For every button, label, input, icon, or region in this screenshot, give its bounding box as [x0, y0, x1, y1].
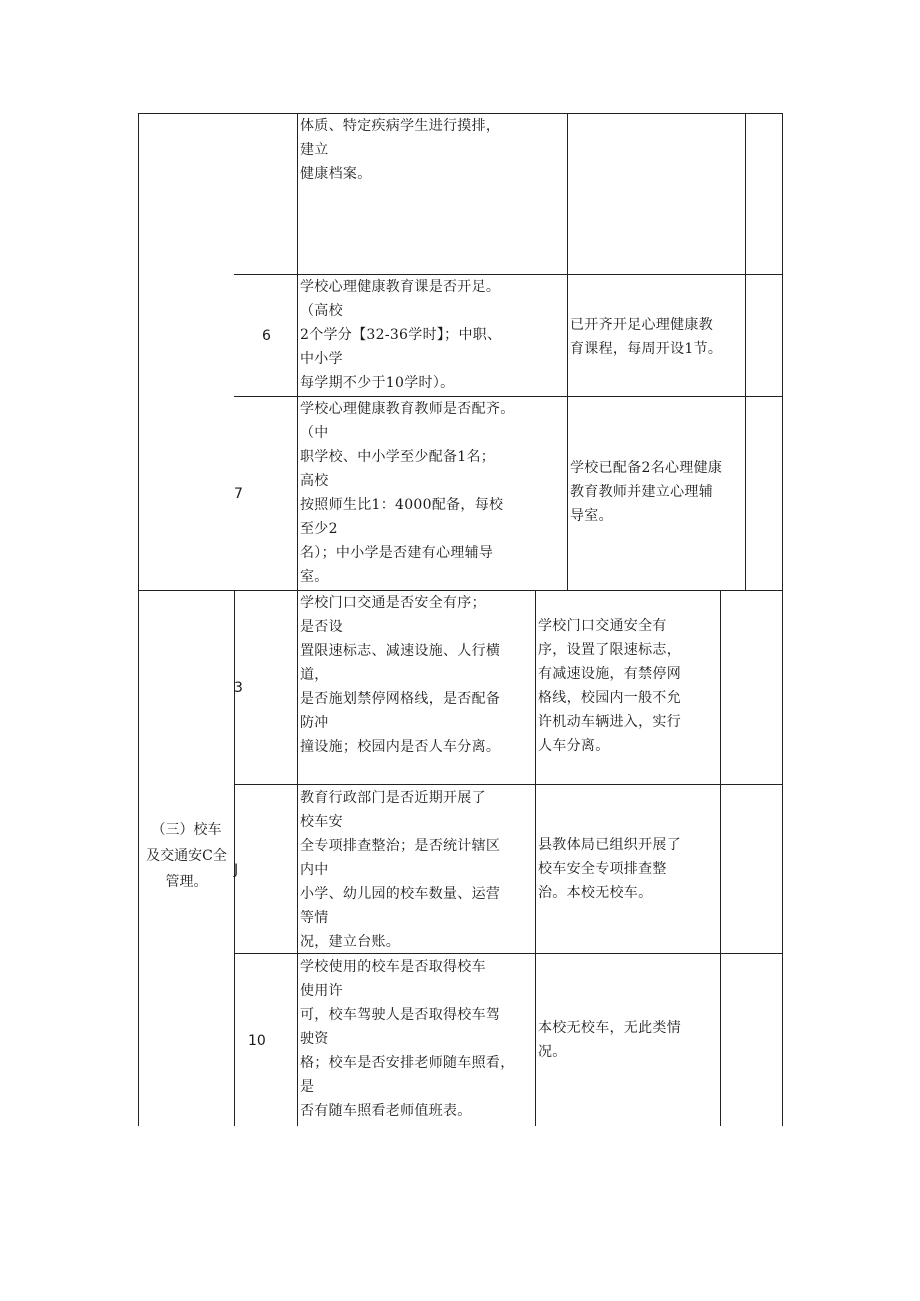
row-number: 6 [262, 328, 271, 344]
row-number: 3 [234, 680, 243, 696]
text-line: （高校 [300, 303, 343, 319]
grid-line [297, 113, 298, 590]
text-line: 治。本校无校车。 [538, 885, 653, 901]
text-line: 学校使用的校车是否取得校车 [300, 959, 486, 975]
table-border-left [138, 113, 139, 1126]
text-line: 学校已配备2名心理健康 [570, 460, 723, 476]
text-line: 教育教师并建立心理辅 [570, 484, 713, 500]
table-border-right [782, 113, 783, 1126]
text-line: 可，校车驾驶人是否取得校车驾 [300, 1007, 501, 1023]
row-number: 7 [234, 486, 243, 502]
check-result-text [538, 1016, 681, 1064]
text-line: 有减速设施，有禁停网 [538, 666, 681, 682]
text-line: 体质、特定疾病学生进行摸排， [300, 118, 501, 134]
text-line: 是 [300, 1079, 315, 1095]
text-line: 育课程，每周开设1节。 [570, 341, 723, 357]
text-line: 已开齐开足心理健康教 [570, 317, 713, 333]
text-line: 序，设置了限速标志， [538, 642, 681, 658]
row-number: 10 [248, 1033, 266, 1049]
text-line: 道， [300, 667, 329, 683]
text-line: 置限速标志、减速设施、人行横 [300, 643, 501, 659]
text-line: 及交通安C全 [146, 848, 227, 864]
grid-line [567, 113, 568, 590]
text-line: 至少2 [300, 521, 338, 537]
text-line: 许机动车辆进入，实行 [538, 714, 681, 730]
check-item-text [300, 275, 501, 395]
text-line: 防冲 [300, 715, 329, 731]
text-line: 是否施划禁停网格线，是否配备 [300, 691, 501, 707]
text-line: 管理。 [165, 874, 208, 890]
grid-line [234, 590, 235, 1126]
check-result-text [538, 833, 681, 905]
grid-line [720, 590, 721, 1126]
text-line: 否有随车照看老师值班表。 [300, 1103, 472, 1119]
row-number: J [234, 862, 239, 878]
text-line: 等情 [300, 910, 329, 926]
text-line: 2个学分【32-36学时】；中职、 [300, 327, 502, 343]
text-line: 校车安全专项排查整 [538, 861, 667, 877]
text-line: （三）校车 [151, 822, 222, 838]
text-line: 按照师生比1：4000配备，每校 [300, 497, 504, 513]
check-item-text [300, 955, 515, 1123]
text-line: 况，建立台账。 [300, 934, 401, 950]
grid-line [745, 113, 746, 590]
text-line: 内中 [300, 862, 329, 878]
text-line: 学校门口交通安全有 [538, 618, 667, 634]
text-line: 使用许 [300, 983, 343, 999]
text-line: 职学校、中小学至少配备1名； [300, 449, 496, 465]
text-line: 人车分离。 [538, 738, 610, 754]
text-line: 是否设 [300, 619, 343, 635]
check-item-text [300, 591, 500, 759]
text-line: 全专项排查整治；是否统计辖区 [300, 838, 501, 854]
text-line: 导室。 [570, 508, 613, 524]
text-line: 建立 [300, 142, 329, 158]
text-line: 中小学 [300, 351, 343, 367]
text-line: 每学期不少于10学时）。 [300, 375, 455, 391]
text-line: 校车安 [300, 814, 343, 830]
text-line: 健康档案。 [300, 166, 372, 182]
text-line: 学校门口交通是否安全有序； [300, 595, 486, 611]
grid-line [297, 590, 298, 1126]
check-result-text [570, 456, 722, 528]
text-line: 教育行政部门是否近期开展了 [300, 790, 486, 806]
grid-line [535, 590, 536, 1126]
text-line: 名）；中小学是否建有心理辅导 [300, 545, 494, 561]
check-item-text [300, 114, 500, 186]
text-line: 格线，校园内一般不允 [538, 690, 681, 706]
text-line: 格；校车是否安排老师随车照看， [300, 1055, 515, 1071]
text-line: 学校心理健康教育教师是否配齐。 [300, 401, 515, 417]
text-line: 小学、幼儿园的校车数量、运营 [300, 886, 501, 902]
check-item-text [300, 786, 500, 954]
category-label [139, 817, 234, 895]
text-line: 室。 [300, 569, 329, 585]
text-line: 学校心理健康教育课是否开足。 [300, 279, 501, 295]
text-line: 县教体局已组织开展了 [538, 837, 681, 853]
check-item-text [300, 397, 515, 589]
check-result-text [538, 614, 681, 758]
text-line: 况。 [538, 1044, 567, 1060]
text-line: 高校 [300, 473, 329, 489]
grid-line [234, 784, 782, 785]
text-line: 驶资 [300, 1031, 329, 1047]
text-line: 本校无校车，无此类情 [538, 1020, 681, 1036]
check-result-text [570, 313, 722, 361]
text-line: （中 [300, 425, 329, 441]
text-line: 撞设施；校园内是否人车分离。 [300, 739, 501, 755]
